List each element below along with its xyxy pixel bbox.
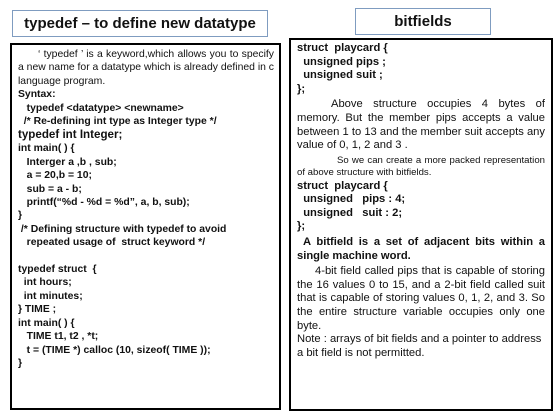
code-comment: repeated usage of struct keyword */: [18, 237, 206, 249]
struct-code-line: struct playcard {: [297, 42, 388, 54]
bitfield-code-line: struct playcard {: [297, 179, 388, 192]
code-comment: /* Re-defining int type as Integer type */: [18, 116, 217, 128]
bitfield-code-line: unsigned pips : 4;: [297, 193, 406, 206]
code-line: Interger a ,b , sub;: [18, 156, 117, 168]
struct-code-line: unsigned pips ;: [297, 55, 386, 68]
code-line: }: [18, 357, 23, 369]
bitfield-definition: A bitfield is a set of adjacent bits within a single machine word.: [297, 235, 545, 262]
struct-code-line: };: [297, 82, 306, 95]
bitfields-panel: [289, 38, 553, 411]
blank-line: [18, 250, 274, 263]
code-line: int main( ) {: [18, 143, 75, 155]
typedef-panel: [10, 43, 281, 410]
code-line: int hours;: [18, 277, 72, 289]
struct-code-line: unsigned suit ;: [297, 69, 383, 82]
code-line: a = 20,b = 10;: [18, 170, 92, 182]
code-line: }: [18, 210, 23, 222]
bitfield-note: Note : arrays of bit fields and a pointer to address a bit field is not permitted.: [297, 333, 542, 359]
code-line: TIME t1, t2 , *t;: [18, 331, 99, 343]
memory-explanation: Above structure occupies 4 bytes of memory. But the member pips accepts a value between 1 to 13 and the member suit accepts any value of 0, 1, 2 and 3 .: [297, 98, 545, 152]
code-line: sub = a - b;: [18, 183, 82, 195]
code-line: typedef <datatype> <newname>: [18, 102, 184, 114]
code-line: } TIME ;: [18, 304, 57, 316]
syntax-label: Syntax:: [18, 89, 56, 101]
code-line: int minutes;: [18, 290, 83, 302]
bitfield-code-line: };: [297, 220, 306, 233]
bitfield-explanation: 4-bit field called pips that is capable of storing the 16 values 0 to 15, and a 2-bit field called suit that is capable of storing values 0, 1, 2, and 3. So the entire structure variable occupies only one byte.: [297, 265, 545, 332]
typedef-description: ‘ typedef ’ is a keyword,which allows you to specify a new name for a datatype which is already defined in c language program.: [18, 49, 274, 87]
code-line: typedef struct {: [18, 264, 97, 276]
bitfield-code-line: unsigned suit : 2;: [297, 206, 403, 219]
bitfields-heading: bitfields: [355, 8, 491, 35]
code-comment: /* Defining structure with typedef to avoid: [18, 223, 227, 235]
packed-explanation: So we can create a more packed representation of above structure with bitfields.: [297, 154, 545, 179]
code-line: printf(“%d - %d = %d”, a, b, sub);: [18, 197, 190, 209]
typedef-heading: typedef – to define new datatype: [12, 10, 268, 37]
code-line: t = (TIME *) calloc (10, sizeof( TIME ));: [18, 344, 211, 356]
code-line: int main( ) {: [18, 317, 75, 329]
code-line: typedef int Integer;: [18, 128, 123, 142]
